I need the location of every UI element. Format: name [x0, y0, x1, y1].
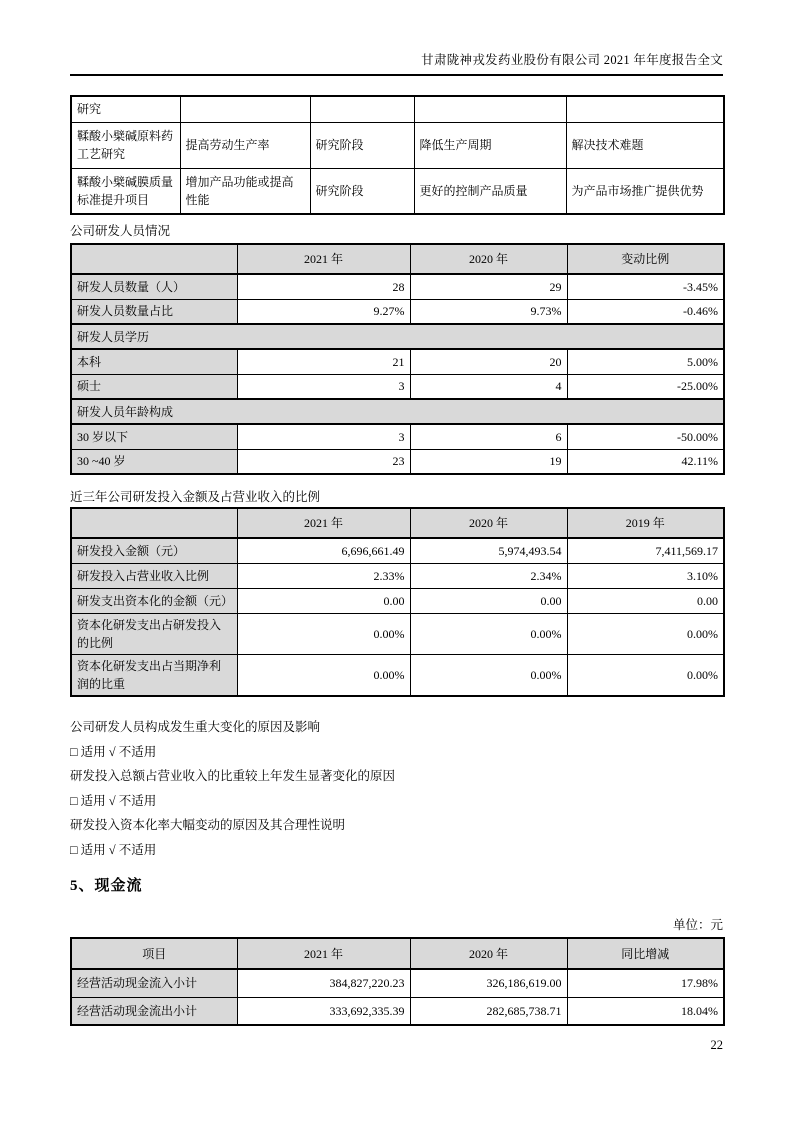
- table-cell: 解决技术难题: [566, 122, 724, 168]
- table-header-row: [71, 244, 724, 274]
- table-row: [71, 997, 724, 1025]
- note-line: 公司研发人员构成发生重大变化的原因及影响: [70, 720, 321, 734]
- rd-staff-table: [70, 243, 725, 475]
- table-cell: 4: [410, 374, 567, 399]
- table-cell: 0.00: [237, 588, 410, 613]
- table-cell: 0.00%: [237, 613, 410, 654]
- table-cell: 0.00: [410, 588, 567, 613]
- unit-label: 单位：元: [672, 918, 723, 932]
- table-cell: 30 岁以下: [71, 424, 237, 449]
- note-line: □ 适用 √ 不适用: [70, 793, 157, 808]
- table-cell: 23: [237, 449, 410, 474]
- note-line: □ 适用 √ 不适用: [70, 842, 157, 857]
- table-cell: -50.00%: [567, 424, 724, 449]
- note-line: □ 适用 √ 不适用: [70, 744, 157, 759]
- table-cell: 研发投入金额（元）: [71, 538, 237, 563]
- note-line: 研发投入总额占营业收入的比重较上年发生显著变化的原因: [70, 769, 396, 783]
- table-cell: 3: [237, 424, 410, 449]
- table-cell: [414, 96, 566, 122]
- table-row: [71, 563, 724, 588]
- table-cell: 资本化研发支出占研发投入的比例: [71, 613, 237, 654]
- table-cell: 研发支出资本化的金额（元）: [71, 588, 237, 613]
- table-cell: 5,974,493.54: [410, 538, 567, 563]
- table-cell: 更好的控制产品质量: [414, 168, 566, 214]
- table-row: [71, 299, 724, 324]
- table-cell: 研究阶段: [310, 168, 414, 214]
- table-cell: 研发人员数量（人）: [71, 274, 237, 299]
- table-section-band: 研发人员学历: [71, 324, 724, 349]
- table-cell: 384,827,220.23: [237, 969, 410, 997]
- column-header: [71, 244, 237, 274]
- column-header: 2020 年: [410, 938, 567, 969]
- header-divider-rule: [70, 74, 723, 76]
- column-header: [71, 508, 237, 538]
- table-cell: 经营活动现金流出小计: [71, 997, 237, 1025]
- table-cell: 研究阶段: [310, 122, 414, 168]
- column-header: 项目: [71, 938, 237, 969]
- table-cell: [180, 96, 310, 122]
- table-row: [71, 588, 724, 613]
- table-cell: 30 ~40 岁: [71, 449, 237, 474]
- table-cell: 326,186,619.00: [410, 969, 567, 997]
- column-header: 2020 年: [410, 244, 567, 274]
- table-cell: 3: [237, 374, 410, 399]
- table-cell: 28: [237, 274, 410, 299]
- table-cell: 研究: [71, 96, 180, 122]
- rd-investment-table: [70, 507, 725, 697]
- table-row: [71, 654, 724, 696]
- rd-staff-section-label: 公司研发人员情况: [70, 224, 171, 238]
- table-cell: [566, 96, 724, 122]
- table-cell: 鞣酸小檗碱原料药工艺研究: [71, 122, 180, 168]
- table-cell: 经营活动现金流入小计: [71, 969, 237, 997]
- table-section-band: 研发人员年龄构成: [71, 399, 724, 424]
- table-cell: 7,411,569.17: [567, 538, 724, 563]
- table-row: [71, 424, 724, 449]
- table-cell: 资本化研发支出占当期净利润的比重: [71, 654, 237, 696]
- table-cell: 9.73%: [410, 299, 567, 324]
- table-cell: 282,685,738.71: [410, 997, 567, 1025]
- table-cell: 0.00%: [237, 654, 410, 696]
- rd-invest-section-label: 近三年公司研发投入金额及占营业收入的比例: [70, 490, 321, 504]
- table-cell: [310, 96, 414, 122]
- table-cell: 增加产品功能或提高性能: [180, 168, 310, 214]
- notes-block: [70, 721, 723, 868]
- table-cell: 18.04%: [567, 997, 724, 1025]
- table-cell: 0.00%: [567, 613, 724, 654]
- table-cell: 鞣酸小檗碱膜质量标准提升项目: [71, 168, 180, 214]
- table-cell: 0.00%: [410, 613, 567, 654]
- table-header-row: [71, 508, 724, 538]
- column-header: 变动比例: [567, 244, 724, 274]
- table-cell: 6,696,661.49: [237, 538, 410, 563]
- page-number: 22: [710, 1038, 723, 1052]
- column-header: 2021 年: [237, 508, 410, 538]
- table-cell: 提高劳动生产率: [180, 122, 310, 168]
- table-cell: 0.00: [567, 588, 724, 613]
- table-cell: 为产品市场推广提供优势: [566, 168, 724, 214]
- table-row: [71, 96, 724, 122]
- column-header: 2021 年: [237, 938, 410, 969]
- table-cell: 0.00%: [410, 654, 567, 696]
- column-header: 同比增减: [567, 938, 724, 969]
- table-cell: -3.45%: [567, 274, 724, 299]
- table-row: [71, 449, 724, 474]
- column-header: 2019 年: [567, 508, 724, 538]
- table-cell: 本科: [71, 349, 237, 374]
- table-cell: 20: [410, 349, 567, 374]
- rd-projects-table: [70, 95, 725, 215]
- table-cell: 9.27%: [237, 299, 410, 324]
- table-cell: -25.00%: [567, 374, 724, 399]
- column-header: 2021 年: [237, 244, 410, 274]
- note-line: 研发投入资本化率大幅变动的原因及其合理性说明: [70, 818, 346, 832]
- table-row: [71, 168, 724, 214]
- table-cell: 2.34%: [410, 563, 567, 588]
- table-cell: 17.98%: [567, 969, 724, 997]
- table-cell: 19: [410, 449, 567, 474]
- column-header: 2020 年: [410, 508, 567, 538]
- document-header-title: 甘肃陇神戎发药业股份有限公司 2021 年年度报告全文: [421, 53, 723, 67]
- cashflow-section-heading: 5、现金流: [70, 878, 143, 894]
- table-row: [71, 399, 724, 424]
- table-row: [71, 374, 724, 399]
- table-row: [71, 122, 724, 168]
- table-cell: 6: [410, 424, 567, 449]
- table-row: [71, 324, 724, 349]
- cashflow-table: [70, 937, 725, 1026]
- table-row: [71, 969, 724, 997]
- table-header-row: [71, 938, 724, 969]
- table-cell: 29: [410, 274, 567, 299]
- table-row: [71, 349, 724, 374]
- table-row: [71, 538, 724, 563]
- table-cell: 0.00%: [567, 654, 724, 696]
- table-cell: 研发人员数量占比: [71, 299, 237, 324]
- table-row: [71, 613, 724, 654]
- table-cell: 2.33%: [237, 563, 410, 588]
- table-cell: 3.10%: [567, 563, 724, 588]
- table-cell: 硕士: [71, 374, 237, 399]
- table-row: [71, 274, 724, 299]
- table-cell: 5.00%: [567, 349, 724, 374]
- table-cell: 333,692,335.39: [237, 997, 410, 1025]
- table-cell: 21: [237, 349, 410, 374]
- table-cell: 研发投入占营业收入比例: [71, 563, 237, 588]
- table-cell: -0.46%: [567, 299, 724, 324]
- table-cell: 降低生产周期: [414, 122, 566, 168]
- table-cell: 42.11%: [567, 449, 724, 474]
